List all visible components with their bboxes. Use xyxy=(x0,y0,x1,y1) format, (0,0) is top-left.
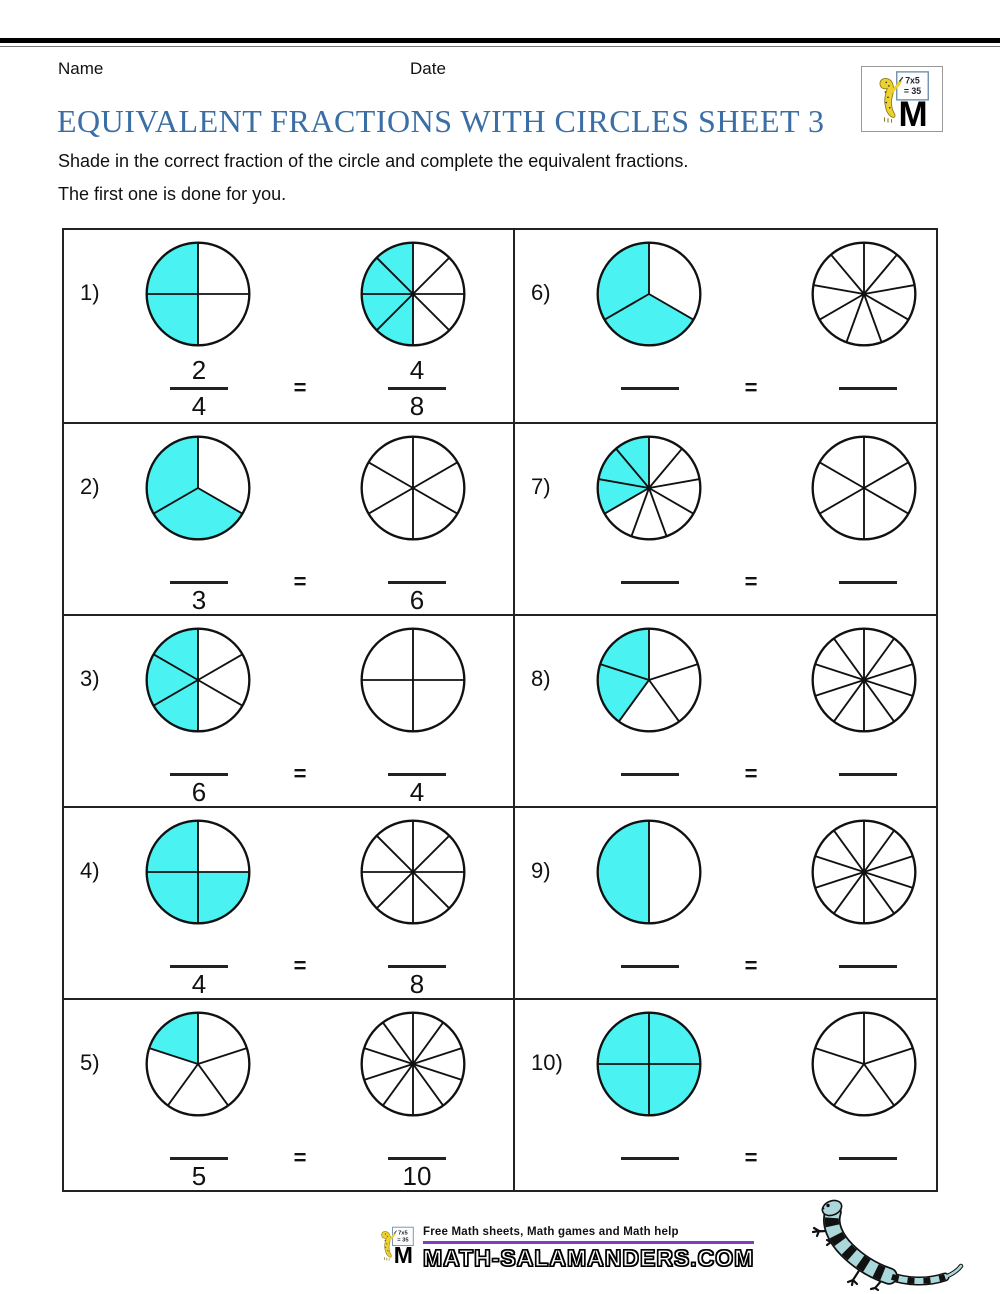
fraction-numerator xyxy=(600,548,700,581)
logo-board-line1: 7x5 xyxy=(398,1230,408,1237)
logo-salamander-body xyxy=(880,78,895,117)
pie-chart-icon xyxy=(142,624,254,736)
fraction-denominator xyxy=(600,390,700,423)
problem-cell xyxy=(64,998,513,1190)
fraction-denominator xyxy=(818,1160,918,1193)
pie-chart-icon xyxy=(357,1008,469,1120)
fraction-denominator: 6 xyxy=(191,777,207,807)
fraction-right xyxy=(367,932,467,1001)
fraction-denominator: 3 xyxy=(191,585,207,615)
problem-cell xyxy=(64,806,513,998)
fraction-denominator xyxy=(600,968,700,1001)
math-salamanders-logo xyxy=(861,66,943,132)
fraction-circle-left xyxy=(142,624,254,736)
problem-number: 9) xyxy=(531,858,551,883)
fraction-left xyxy=(149,740,249,809)
footer-purple-rule xyxy=(423,1241,754,1244)
fraction-circle-left xyxy=(142,432,254,544)
fraction-numerator xyxy=(367,548,467,581)
footer-tagline: Free Math sheets, Math games and Math help xyxy=(423,1226,679,1238)
fraction-denominator: 4 xyxy=(191,391,207,421)
equals-sign: = xyxy=(744,953,758,978)
equals-sign: = xyxy=(744,761,758,786)
problems-table xyxy=(62,228,938,1192)
pie-chart-icon xyxy=(808,1008,920,1120)
fraction-denominator xyxy=(818,968,918,1001)
fraction-numerator xyxy=(818,548,918,581)
fraction-left xyxy=(149,354,249,423)
fraction-denominator xyxy=(600,776,700,809)
salamander-logo-icon xyxy=(867,70,937,128)
equals-sign: = xyxy=(293,375,307,400)
fraction-circle-right xyxy=(357,238,469,350)
fraction-left xyxy=(149,548,249,617)
equals-sign: = xyxy=(293,1145,307,1170)
fraction-denominator: 6 xyxy=(409,585,425,615)
date-label: Date xyxy=(410,59,446,78)
fraction-numerator xyxy=(367,1124,467,1157)
fraction-denominator xyxy=(818,390,918,423)
fraction-circle-left xyxy=(593,624,705,736)
name-label: Name xyxy=(58,59,104,78)
fraction-circle-right xyxy=(357,432,469,544)
fraction-right xyxy=(818,932,918,1001)
fraction-left xyxy=(600,354,700,423)
logo-letter-m: M xyxy=(393,1241,413,1268)
pie-chart-icon xyxy=(357,238,469,350)
equals-sign: = xyxy=(293,761,307,786)
fraction-denominator: 4 xyxy=(409,777,425,807)
problem-cell xyxy=(513,230,936,422)
fraction-circle-left xyxy=(142,1008,254,1120)
fraction-numerator: 2 xyxy=(191,355,207,385)
fraction-circle-right xyxy=(357,816,469,928)
pie-chart-icon xyxy=(593,432,705,544)
logo-letter-m: M xyxy=(898,95,928,128)
pie-chart-icon xyxy=(142,1008,254,1120)
pie-chart-icon xyxy=(593,238,705,350)
fraction-denominator: 5 xyxy=(191,1161,207,1191)
equals-sign: = xyxy=(293,953,307,978)
fraction-left xyxy=(600,740,700,809)
pie-chart-icon xyxy=(593,1008,705,1120)
problem-number: 5) xyxy=(80,1050,100,1075)
salamander-icon xyxy=(803,1196,968,1291)
fraction-denominator: 4 xyxy=(191,969,207,999)
fraction-circle-left xyxy=(142,238,254,350)
fraction-numerator xyxy=(818,740,918,773)
problem-number: 3) xyxy=(80,666,100,691)
fraction-circle-right xyxy=(357,624,469,736)
pie-chart-icon xyxy=(808,432,920,544)
fraction-right xyxy=(818,548,918,617)
page-title: EQUIVALENT FRACTIONS WITH CIRCLES SHEET 3 xyxy=(57,103,825,139)
fraction-denominator: 8 xyxy=(409,969,425,999)
fraction-right xyxy=(367,740,467,809)
footer-logo-block xyxy=(373,1218,754,1272)
problem-cell xyxy=(64,614,513,806)
problem-cell xyxy=(513,422,936,614)
fraction-right xyxy=(818,1124,918,1193)
fraction-circle-left xyxy=(593,816,705,928)
fraction-circle-right xyxy=(808,238,920,350)
problem-cell xyxy=(513,614,936,806)
pie-chart-icon xyxy=(142,432,254,544)
fraction-left xyxy=(600,1124,700,1193)
fraction-left xyxy=(600,548,700,617)
fraction-denominator xyxy=(818,776,918,809)
fraction-left xyxy=(600,932,700,1001)
pie-chart-icon xyxy=(808,816,920,928)
pie-chart-icon xyxy=(593,624,705,736)
fraction-denominator xyxy=(818,584,918,617)
fraction-numerator xyxy=(149,1124,249,1157)
fraction-numerator xyxy=(818,932,918,965)
fraction-numerator xyxy=(149,740,249,773)
fraction-circle-right xyxy=(808,624,920,736)
problem-number: 8) xyxy=(531,666,551,691)
fraction-numerator: 4 xyxy=(409,355,425,385)
instruction-line-1: Shade in the correct fraction of the circle and complete the equivalent fractions. xyxy=(58,151,689,171)
problem-cell xyxy=(64,230,513,422)
pie-chart-icon xyxy=(593,816,705,928)
fraction-circle-left xyxy=(593,432,705,544)
logo-board-line1: 7x5 xyxy=(905,75,920,86)
pie-chart-icon xyxy=(142,238,254,350)
fraction-numerator xyxy=(600,932,700,965)
equals-sign: = xyxy=(744,375,758,400)
salamander-logo-icon xyxy=(373,1218,419,1272)
instruction-line-2: The first one is done for you. xyxy=(58,184,287,204)
problem-cell xyxy=(64,422,513,614)
fraction-numerator xyxy=(818,354,918,387)
fraction-denominator: 10 xyxy=(402,1161,432,1191)
fraction-numerator xyxy=(600,1124,700,1157)
fraction-circle-right xyxy=(808,816,920,928)
fraction-numerator xyxy=(600,740,700,773)
pie-chart-icon xyxy=(808,238,920,350)
pie-chart-icon xyxy=(357,816,469,928)
fraction-denominator: 8 xyxy=(409,391,425,421)
fraction-denominator xyxy=(600,1160,700,1193)
fraction-numerator xyxy=(818,1124,918,1157)
fraction-left xyxy=(149,1124,249,1193)
pie-chart-icon xyxy=(808,624,920,736)
fraction-circle-left xyxy=(593,238,705,350)
fraction-right xyxy=(367,1124,467,1193)
fraction-circle-left xyxy=(593,1008,705,1120)
fraction-numerator xyxy=(367,740,467,773)
problem-cell xyxy=(513,806,936,998)
fraction-right xyxy=(367,354,467,423)
fraction-denominator xyxy=(600,584,700,617)
fraction-circle-right xyxy=(357,1008,469,1120)
top-rule xyxy=(0,38,1000,47)
problem-number: 1) xyxy=(80,280,100,305)
logo-board-line2: = 35 xyxy=(903,85,922,96)
fraction-numerator xyxy=(149,932,249,965)
problem-cell xyxy=(513,998,936,1190)
salamander-illustration xyxy=(803,1196,968,1294)
logo-board-line2: = 35 xyxy=(397,1237,409,1244)
fraction-numerator xyxy=(149,548,249,581)
footer-site-name: MATH-SALAMANDERS.COM xyxy=(423,1245,755,1271)
pie-chart-icon xyxy=(357,432,469,544)
fraction-left xyxy=(149,932,249,1001)
fraction-right xyxy=(818,354,918,423)
equals-sign: = xyxy=(744,1145,758,1170)
fraction-right xyxy=(367,548,467,617)
fraction-circle-right xyxy=(808,1008,920,1120)
fraction-circle-right xyxy=(808,432,920,544)
equals-sign: = xyxy=(744,569,758,594)
pie-chart-icon xyxy=(142,816,254,928)
equals-sign: = xyxy=(293,569,307,594)
pie-chart-icon xyxy=(357,624,469,736)
fraction-numerator xyxy=(367,932,467,965)
problem-number: 7) xyxy=(531,474,551,499)
fraction-numerator xyxy=(600,354,700,387)
fraction-right xyxy=(818,740,918,809)
problem-number: 10) xyxy=(531,1050,563,1075)
problem-number: 6) xyxy=(531,280,551,305)
fraction-circle-left xyxy=(142,816,254,928)
problem-number: 4) xyxy=(80,858,100,883)
problem-number: 2) xyxy=(80,474,100,499)
